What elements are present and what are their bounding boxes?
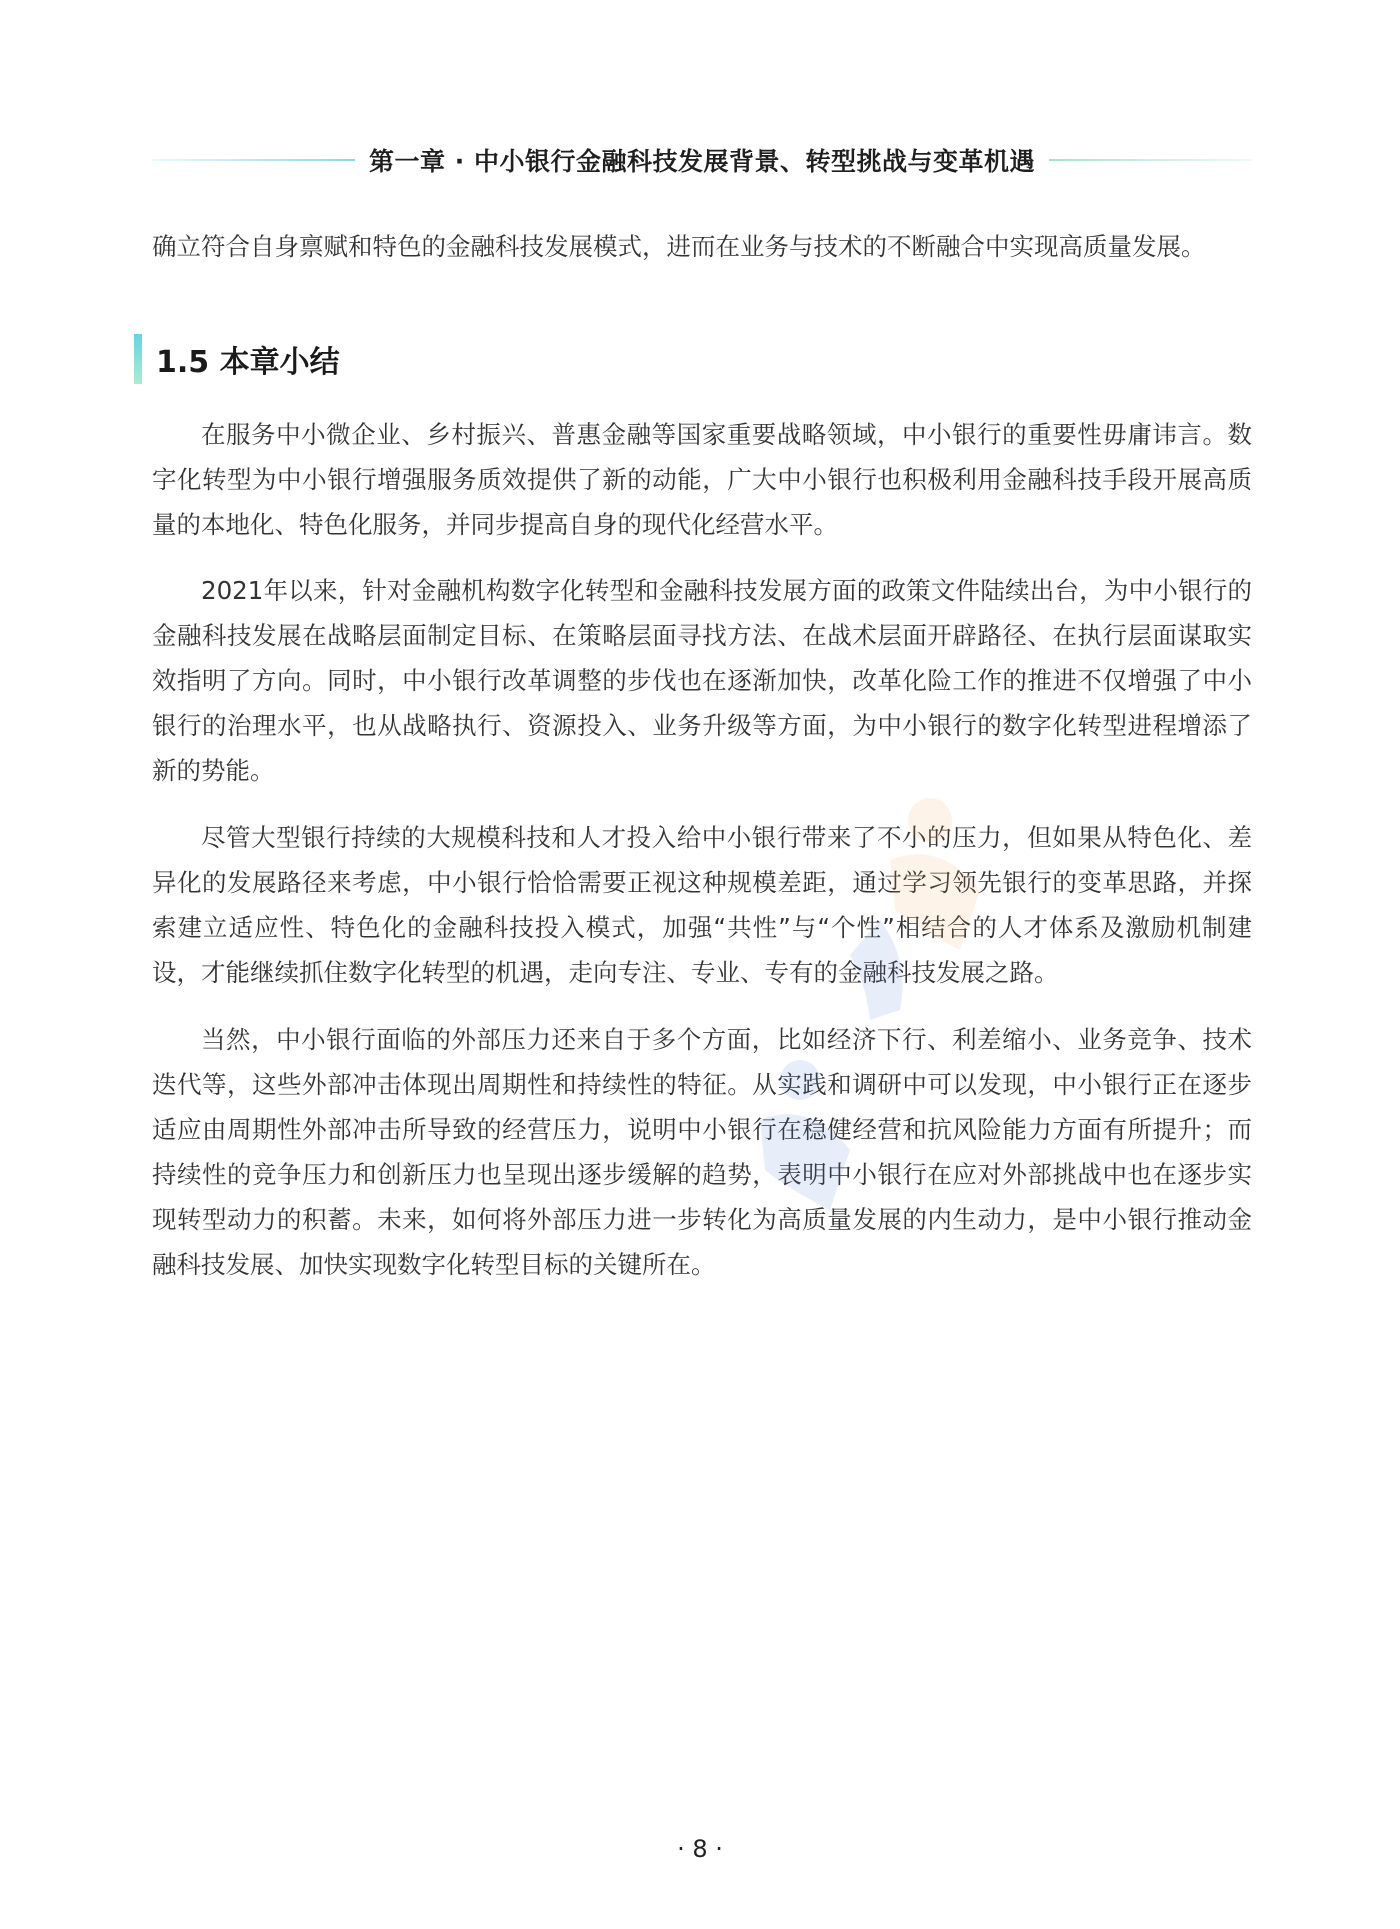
page-number: · 8 · bbox=[677, 1835, 723, 1863]
body-paragraph-3: 尽管大型银行持续的大规模科技和人才投入给中小银行带来了不小的压力，但如果从特色化、差异化的发展路径来考虑，中小银行恰恰需要正视这种规模差距，通过学习领先银行的变革思路，并探索建立适应性、特色化的金融科技投入模式，加强“共性”与“个性”相结合的人才体系及激励机制建设，才能继续抓住数字化转型的机遇，走向专注、专业、专有的金融科技发展之路。 bbox=[152, 823, 1252, 987]
body-paragraph-1: 在服务中小微企业、乡村振兴、普惠金融等国家重要战略领域，中小银行的重要性毋庸讳言。数字化转型为中小银行增强服务质效提供了新的动能，广大中小银行也积极利用金融科技手段开展高质量的本地化、特色化服务，并同步提高自身的现代化经营水平。 bbox=[152, 420, 1252, 539]
header-rule-right bbox=[1049, 159, 1252, 161]
chapter-header bbox=[152, 140, 1252, 180]
section-title: 1.5 本章小结 bbox=[156, 345, 340, 380]
intro-paragraph: 确立符合自身禀赋和特色的金融科技发展模式，进而在业务与技术的不断融合中实现高质量发展。 bbox=[152, 232, 1206, 261]
body-paragraph-2: 2021年以来，针对金融机构数字化转型和金融科技发展方面的政策文件陆续出台，为中小银行的金融科技发展在战略层面制定目标、在策略层面寻找方法、在战术层面开辟路径、在执行层面谋取实效指明了方向。同时，中小银行改革调整的步伐也在逐渐加快，改革化险工作的推进不仅增强了中小银行的治理水平，也从战略执行、资源投入、业务升级等方面，为中小银行的数字化转型进程增添了新的势能。 bbox=[152, 576, 1252, 785]
header-rule-left bbox=[152, 159, 355, 161]
chapter-title: 第一章 · 中小银行金融科技发展背景、转型挑战与变革机遇 bbox=[369, 147, 1035, 176]
section-accent-bar bbox=[134, 334, 142, 384]
body-paragraph-4: 当然，中小银行面临的外部压力还来自于多个方面，比如经济下行、利差缩小、业务竞争、技术迭代等，这些外部冲击体现出周期性和持续性的特征。从实践和调研中可以发现，中小银行正在逐步适应由周期性外部冲击所导致的经营压力，说明中小银行在稳健经营和抗风险能力方面有所提升；而持续性的竞争压力和创新压力也呈现出逐步缓解的趋势，表明中小银行在应对外部挑战中也在逐步实现转型动力的积蓄。未来，如何将外部压力进一步转化为高质量发展的内生动力，是中小银行推动金融科技发展、加快实现数字化转型目标的关键所在。 bbox=[152, 1025, 1252, 1279]
section-heading bbox=[134, 334, 340, 384]
